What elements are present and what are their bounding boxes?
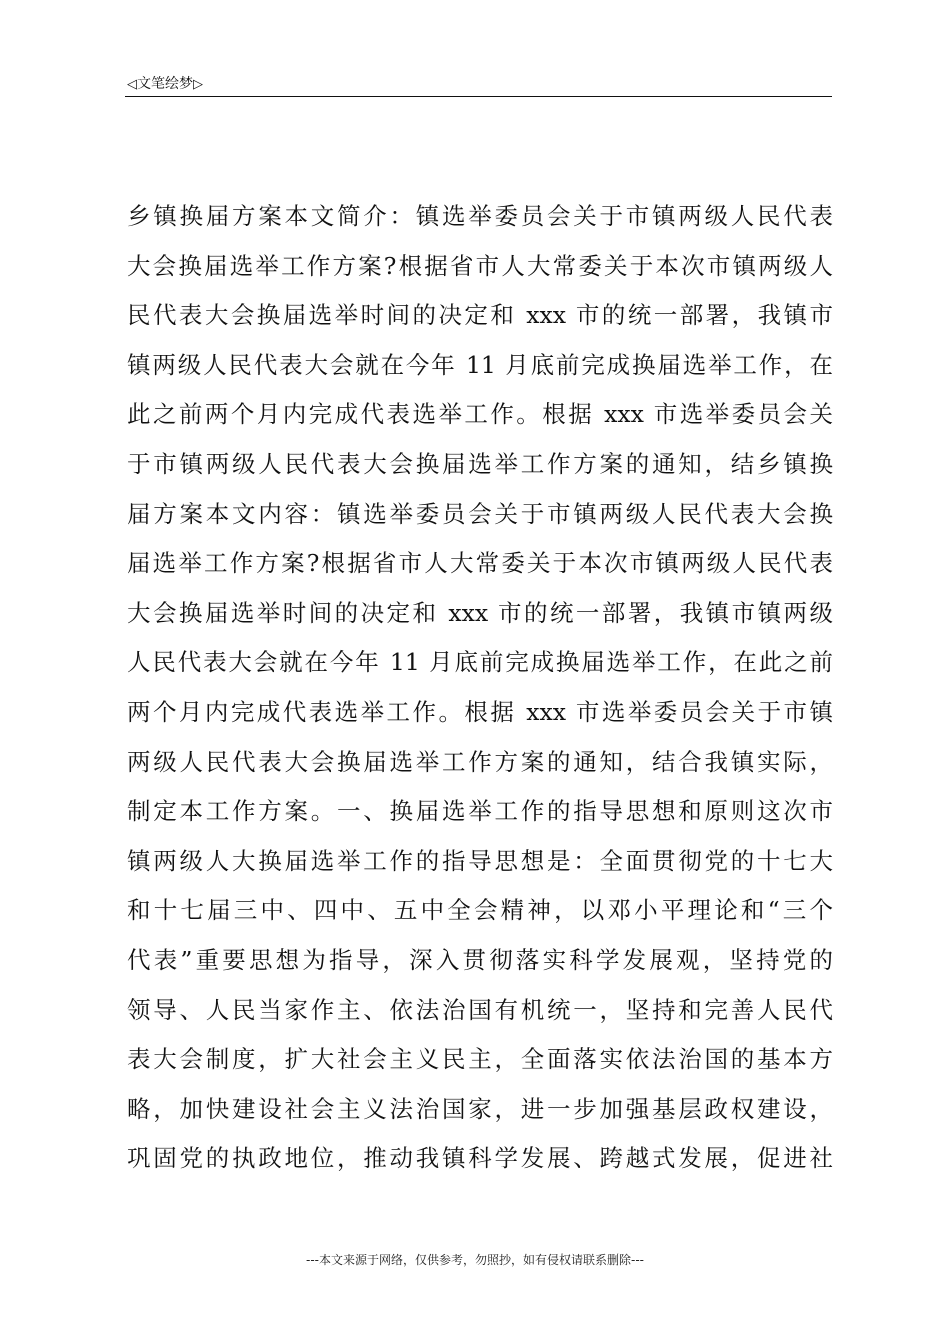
- document-body: [127, 192, 833, 1184]
- text-line: 大会换届选举工作方案?根据省市人大常委关于本次市镇两级人: [127, 251, 833, 280]
- page-header: [125, 74, 832, 97]
- text-line: 乡镇换届方案本文简介：镇选举委员会关于市镇两级人民代表: [127, 202, 833, 230]
- text-line: 届方案本文内容：镇选举委员会关于市镇两级人民代表大会换: [127, 499, 833, 528]
- text-line: 两级人民代表大会换届选举工作方案的通知，结合我镇实际，: [127, 747, 833, 776]
- text-line: 民代表大会换届选举时间的决定和 xxx 市的统一部署，我镇市: [127, 301, 833, 330]
- text-line: 制定本工作方案。一、换届选举工作的指导思想和原则这次市: [127, 797, 833, 826]
- text-line: 代表”重要思想为指导，深入贯彻落实科学发展观，坚持党的: [127, 945, 833, 974]
- text-line: 于市镇两级人民代表大会换届选举工作方案的通知，结乡镇换: [127, 449, 833, 478]
- text-line: 略，加快建设社会主义法治国家，进一步加强基层政权建设，: [127, 1094, 833, 1123]
- text-line: 此之前两个月内完成代表选举工作。根据 xxx 市选举委员会关: [127, 400, 833, 429]
- text-line: 领导、人民当家作主、依法治国有机统一，坚持和完善人民代: [127, 995, 833, 1024]
- brand-text: 文笔绘梦: [137, 76, 193, 92]
- text-line: 人民代表大会就在今年 11 月底前完成换届选举工作，在此之前: [127, 648, 833, 677]
- text-line: 镇两级人大换届选举工作的指导思想是：全面贯彻党的十七大: [127, 846, 833, 875]
- text-line: 表大会制度，扩大社会主义民主，全面落实依法治国的基本方: [127, 1045, 833, 1074]
- brand-label: [127, 74, 203, 95]
- left-triangle-icon: ◁: [127, 77, 137, 92]
- text-line: 两个月内完成代表选举工作。根据 xxx 市选举委员会关于市镇: [127, 697, 833, 726]
- text-line: 镇两级人民代表大会就在今年 11 月底前完成换届选举工作，在: [127, 350, 833, 379]
- text-line: 大会换届选举时间的决定和 xxx 市的统一部署，我镇市镇两级: [127, 598, 833, 627]
- right-triangle-icon: ▷: [193, 77, 203, 92]
- page-footer: ---本文来源于网络，仅供参考，勿照抄，如有侵权请联系删除---: [306, 1253, 644, 1267]
- text-line: 和十七届三中、四中、五中全会精神，以邓小平理论和“三个: [127, 896, 833, 925]
- text-line: 巩固党的执政地位，推动我镇科学发展、跨越式发展，促进社: [127, 1144, 833, 1173]
- text-line: 届选举工作方案?根据省市人大常委关于本次市镇两级人民代表: [127, 549, 833, 578]
